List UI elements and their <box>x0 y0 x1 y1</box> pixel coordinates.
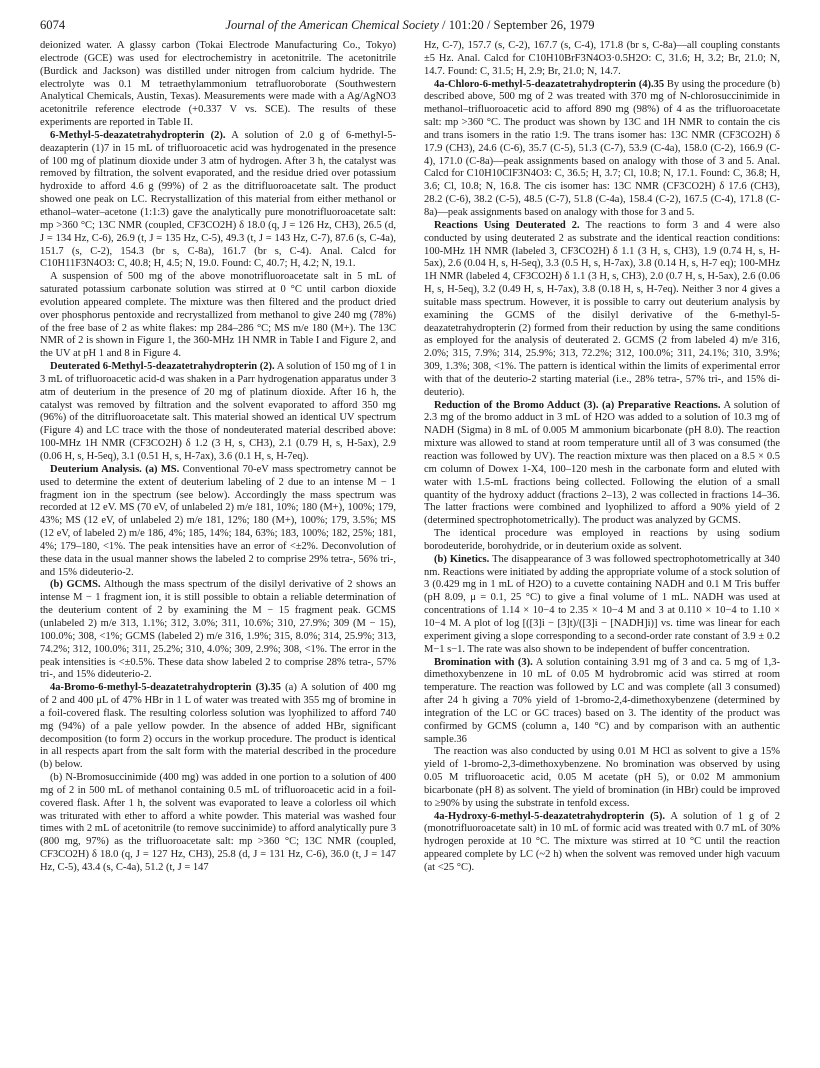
paragraph-text: Hz, C-7), 157.7 (s, C-2), 167.7 (s, C-4), 171.8 (br s, C-8a)—all coupling constants ±5 Hz. Anal. Calcd for C10H10BrF3N4O3·0.5H2O: C, 31.6; H, 3.2; Br, 21.0; N, 14.7. Found: C, 31.5; H, 2.9; Br, 21.0; N, 14.7. <box>424 40 780 77</box>
paragraph-text: (b) N-Bromosuccinimide (400 mg) was added in one portion to a solution of 400 mg of 2 in 500 mL of methanol containing 0.5 mL of trifluoroacetic acid in a foil-covered flask. After 1 h, the solvent was evaporated to leave a colorless oil which was triturated with ether to afford a white powder. This material was washed four times with 2 mL of acetonitrile (to remove succinimide) to afford analytically pure 3 (800 mg, 97%) as the trifluoroacetate salt: mp >360 °C; 13C NMR (coupled, CF3CO2H) δ 18.0 (q, J = 127 Hz, CH3), 25.8 (d, J = 131 Hz, C-6), 36.0 (t, J = 147 Hz, C-5), 43.4 (s, C-4a), 51.2 (t, J = 147 <box>40 772 396 873</box>
paragraph-text: A suspension of 500 mg of the above monotrifluoroacetate salt in 5 mL of saturated potassium carbonate solution was stirred at 0 °C until carbon dioxide evolution appeared complete. The mixture was then filtered and the product dried over phosphorus pentoxide and recrystallized from methanol to give 240 mg (78%) of the free base of 2 as white flakes: mp 284–286 °C; MS m/e 180 (M+). The 13C NMR of 2 is shown in Figure 1, the 360-MHz 1H NMR in Table I and Figure 2, and the UV at pH 1 and 8 in Figure 4. <box>40 271 396 360</box>
paragraph <box>40 361 396 464</box>
journal-issue: / 101:20 / September 26, 1979 <box>442 18 595 32</box>
paragraph <box>40 464 396 580</box>
paragraph-heading: 4a-Chloro-6-methyl-5-deazatetrahydropterin (4).35 <box>434 78 665 90</box>
paragraph <box>40 579 396 682</box>
paragraph <box>424 657 780 747</box>
paragraph-text: The reaction was also conducted by using 0.01 M HCl as solvent to give a 15% yield of 1-bromo-2,3-dimethoxybenzene. No bromination was observed by using 0.05 M trifluoroacetic acid, 0.05 M acetate (pH 5), or 0.02 M ammonium bicarbonate (pH 8) as solvent. The yield of bromination (in HBr) could be improved to ≥90% by using the substrate in tenfold excess. <box>424 746 780 809</box>
paragraph-heading: Reactions Using Deuterated 2. <box>434 219 580 231</box>
paragraph-text: The disappearance of 3 was followed spectrophotometrically at 340 nm. Reactions were initiated by adding the appropriate volume of a stock solution of 3 (0.429 mg in 1 mL of H2O) to a cuvette containing NADH and 0.1 M Tris buffer (pH 8.09, μ = 0.1, 25 °C) to give a final volume of 1 mL. NADH was used at concentrations of 1.14 × 10−4 to 2.35 × 10−4 M and 3 at 0.110 × 10−4 to 1.10 × 10−4 M. A plot of log [([3]i − [3]t)/([3]i − [NADH]i)] vs. time was linear for each experiment giving a slope corresponding to a second-order rate constant of 3.9 ± 0.2 M−1 s−1. The rate was also shown to be independent of buffer concentration. <box>424 553 780 655</box>
paragraph <box>40 130 396 271</box>
paragraph <box>424 528 780 554</box>
paragraph <box>40 271 396 361</box>
paragraph <box>424 79 780 220</box>
running-header <box>40 16 780 34</box>
paragraph-heading: Reduction of the Bromo Adduct (3). (a) Preparative Reactions. <box>434 399 721 411</box>
paragraph-heading: 6-Methyl-5-deazatetrahydropterin (2). <box>50 129 226 141</box>
paragraph-heading: 4a-Hydroxy-6-methyl-5-deazatetrahydropterin (5). <box>434 810 665 822</box>
paragraph-text: A solution of 2.3 mg of the bromo adduct in 3 mL of H2O was added to a solution of 10.3 mg of NADH (Sigma) in 8 mL of 0.005 M ammonium bicarbonate (pH 8.0). The reaction mixture was allowed to stand at room temperature until all of 3 was consumed (the reaction was followed by UV). The reaction mixture was then placed on a 8.5 × 0.5 cm column of Dowex 1-X4, 100–120 mesh in the carbonate form and eluted with water with 1.5-mL fractions being collected. Following the elution of a small quantity of the hydroxy adduct (fractions 2–13), 2 was collected in fractions 14–36. The latter fractions were combined and lyophilized to afford a 90% yield of 2 (determined spectrophotometrically). The product was analyzed by GCMS. <box>424 399 780 527</box>
paragraph <box>424 220 780 400</box>
journal-title: Journal of the American Chemical Society <box>225 18 439 32</box>
paragraph-heading: Deuterium Analysis. (a) MS. <box>50 463 180 475</box>
paragraph-text: (a) A solution of 400 mg of 2 and 400 μL of 47% HBr in 1 L of water was treated with 355 mg of bromine in a foil-covered flask. The resulting colorless solution was lyophilized to afford 740 mg (94%) of a pale yellow powder. In the absence of added HBr, significant decomposition (to form 2) occurs in the workup procedure. The product is identical in all respects apart from the salt form with the material described in the procedure (b) below. <box>40 682 396 771</box>
paragraph <box>424 554 780 657</box>
right-column <box>424 40 780 1060</box>
paragraph <box>40 40 396 130</box>
journal-title-line <box>40 16 780 34</box>
paragraph <box>40 682 396 772</box>
paragraph <box>424 40 780 79</box>
paragraph-text: Conventional 70-eV mass spectrometry cannot be used to determine the extent of deuterium labeling of 2 due to an intense M − 1 fragment ion in the spectrum (see below). Accordingly the mass spectrum was recorded at 12 eV. MS (70 eV, of unlabeled 2) m/e 181, 10%; 180 (M+), 100%; 179, 43%; MS (12 eV, of unlabeled 2) m/e 181, 12%; 180 (M+), 100%; 179, 3.5%; MS (12 eV, of labeled 2) m/e 186, 4%; 185, 14%; 184, 63%; 183, 100%; 182, 25%; 181, 4%; 179–180, <1%. The peak intensities have an error of <±2%. Deconvolution of these data in the usual manner shows the labeled 2 to comprise 29% tetra-, 56% tri-, and 15% dideuterio-2. <box>40 463 396 578</box>
paragraph-text: The reactions to form 3 and 4 were also conducted by using deuterated 2 as substrate and the identical reaction conditions: 100-MHz 1H NMR (labeled 3, CF3CO2H) δ 1.1 (3 H, s, CH3), 1.9 (0.74 H, s, H-5ax), 2.6 (0.04 H, s, H-5eq), 3.3 (0.5 H, s, H-7ax), 3.8 (0.14 H, s, H-7 eq); 100-MHz 1H NMR (labeled 4, CF3CO2H) δ 1.1 (3 H, s, CH3), 2.0 (0.7 H, s, H-5ax), 2.6 (0.06 H, s, H-5eq), 3.2 (0.49 H, s, H-7ax), 3.8 (0.18 H, s, H-7eq). Neither 3 nor 4 gives a suitable mass spectrum. However, it is possible to carry out deuterium analysis by examining the GCMS of the disilyl derivative of the 6-methyl-5-deazatetrahydropterin (2) formed from their reduction by using the same conditions as employed for the analysis of deuterated 2. GCMS (2 from labeled 4) m/e 316, 2.0%; 315, 7.9%; 314, 25.9%; 313, 72.2%; 312, 100.0%; 311, 24.1%; 310, 3.9%; 309, 1.3%; 308, <1%. The pattern is identical within the limits of experimental error with that of the deuterio-2 starting material (i.e., 28% tetra-, 57% tri-, and 15% di-deuterio). <box>424 219 780 398</box>
paragraph-text: A solution containing 3.91 mg of 3 and ca. 5 mg of 1,3-dimethoxybenzene in 10 mL of 0.05 M hydrobromic acid was stirred at room temperature. The reaction was followed by LC and was complete (all 3 consumed) after 24 h giving a 70% yield of 1-bromo-2,4-dimethoxybenzene (determined by integration of the LC or GC traces) based on 3. The identity of the product was confirmed by GCMS (column a, 140 °C) and by comparison with an authentic sample.36 <box>424 656 780 745</box>
paragraph-text: deionized water. A glassy carbon (Tokai Electrode Manufacturing Co., Tokyo) electrode (GCE) was used for electrochemistry in acetonitrile. The acetonitrile (Burdick and Jackson) was distilled under nitrogen from calcium hydride. The electrolyte was 0.1 M tetraethylammonium tetrafluoroborate (Southwestern Analytical Chemicals, Austin, Texas). Measurements were made with a Ag/AgNO3 acetonitrile reference electrode (+0.337 V vs. SCE). The results of these experiments are reported in Table II. <box>40 40 396 129</box>
paragraph-heading: (b) GCMS. <box>50 579 101 591</box>
paragraph-heading: 4a-Bromo-6-methyl-5-deazatetrahydropterin (3).35 <box>50 682 281 694</box>
paragraph-heading: (b) Kinetics. <box>434 553 490 565</box>
paragraph-text: The identical procedure was employed in reactions by using sodium borodeuteride, borohydride, or in deuterium oxide as solvent. <box>424 528 780 552</box>
paragraph <box>40 772 396 875</box>
paragraph-text: Although the mass spectrum of the disilyl derivative of 2 shows an intense M − 1 fragment ion, it is still possible to obtain a reliable determination of the deuterium content of 2 by examining the M − 15 fragment peak. GCMS (unlabeled 2) m/e 313, 1.1%; 312, 3.0%; 311, 10.6%; 310, 27.9%; 309 (M − 15), 100.0%; 308, <1%; GCMS (labeled 2) m/e 316, 1.9%; 315, 8.0%; 314, 25.9%; 313, 74.2%; 312, 100.0%; 311, 25.2%; 310, 4.0%; 309, 2.9%; 308, <1%. The error in the peak intensities is <±0.5%. These data show labeled 2 to comprise 28% tetra-, 57% tri-, and 15% dideuterio-2. <box>40 579 396 681</box>
paragraph <box>424 746 780 810</box>
left-column <box>40 40 396 1060</box>
paragraph <box>424 400 780 528</box>
paragraph-heading: Bromination with (3). <box>434 656 533 668</box>
page-number: 6074 <box>40 18 66 32</box>
paragraph-text: A solution of 150 mg of 1 in 3 mL of trifluoroacetic acid-d was shaken in a Parr hydrogenation apparatus under 3 atm of deuterium in the presence of 20 mg of platinum dioxide. After 16 h, the catalyst was removed by filtration and the solvent evaporated to afford 350 mg (96%) of the ditrifluoroacetate salt. This material showed an identical UV spectrum (Figure 4) and LC trace with the those of nondeuterated material described above: 100-MHz 1H NMR (CF3CO2H) δ 1.2 (3 H, s, CH3), 2.1 (0.79 H, s, H-5ax), 2.9 (0.06 H, s, H-5eq), 3.1 (0.51 H, s, H-7ax), 3.6 (0.1 H, s, H-7eq). <box>40 361 396 462</box>
paragraph-text: A solution of 1 g of 2 (monotrifluoroacetate salt) in 10 mL of formic acid was treated with 0.7 mL of 30% hydrogen peroxide at 10 °C. The mixture was stirred at 10 °C until the reaction appeared complete by LC (~2 h) when the solvent was removed under high vacuum (at <25 °C). <box>424 810 780 873</box>
paragraph-heading: Deuterated 6-Methyl-5-deazatetrahydropterin (2). <box>50 361 275 373</box>
paragraph-text: A solution of 2.0 g of 6-methyl-5-deazapterin (1)7 in 15 mL of trifluoroacetic acid was hydrogenated in the presence of 100 mg of platinum dioxide under 3 atm of hydrogen. After 3 h, the catalyst was removed by filtration, the solvent evaporated, and the residue dried over potassium hydroxide to afford 4.6 g (99%) of 2 as the ditrifluoroacetate salt. The product showed one peak on LC. Recrystallization of this material from either methanol or ethanol–water–acetone (1:1:3) gave the analytically pure monotrifluoroacetate salt: mp >360 °C; 13C NMR (coupled, CF3CO2H) δ 18.0 (q, J = 126 Hz, CH3), 26.5 (d, J = 134 Hz, C-6), 26.9 (t, J = 135 Hz, C-5), 49.3 (t, J = 143 Hz, C-7), 87.6 (s, C-4a), 151.7 (s, C-2), 154.3 (br s, C-8a), 161.7 (br s, C-4). Anal. Calcd for C10H11F3N4O3: C, 40.8; H, 4.5; N, 19.0. Found: C, 40.7; H, 4.2; N, 19.1. <box>40 129 396 270</box>
paragraph <box>424 811 780 875</box>
paragraph-text: By using the procedure (b) described above, 500 mg of 2 was treated with 370 mg of N-chlorosuccinimide in methanol–trifluoroacetic acid to afford 890 mg (98%) of 4 as the trifluoroacetate salt: mp >360 °C. The product was shown by 13C and 1H NMR to contain the cis and trans isomers in the ratio 1:9. The trans isomer has: 13C NMR (CF3CO2H) δ 17.9 (CH3), 24.6 (C-6), 35.7 (C-5), 51.3 (C-7), 53.9 (C-4a), 158.0 (C-2), 166.9 (C-4), 171.0 (C-8a)—peak assignments based on analogy with those of 3 and 5. Anal. Calcd for C10H10ClF3N4O3: C, 36.5; H, 3.7; Cl, 10.8; N, 17.1. Found: C, 36.8; H, 3.6; Cl, 10.8; N, 16.8. The cis isomer has: 13C NMR (CF3CO2H) δ 17.6 (CH3), 28.2 (C-6), 38.2 (C-5), 48.5 (C-7), 51.8 (C-4a), 158.4 (C-2), 167.5 (C-4), 171.8 (C-8a)—peak assignments based on analogy with those for 3 and 5. <box>424 78 780 218</box>
